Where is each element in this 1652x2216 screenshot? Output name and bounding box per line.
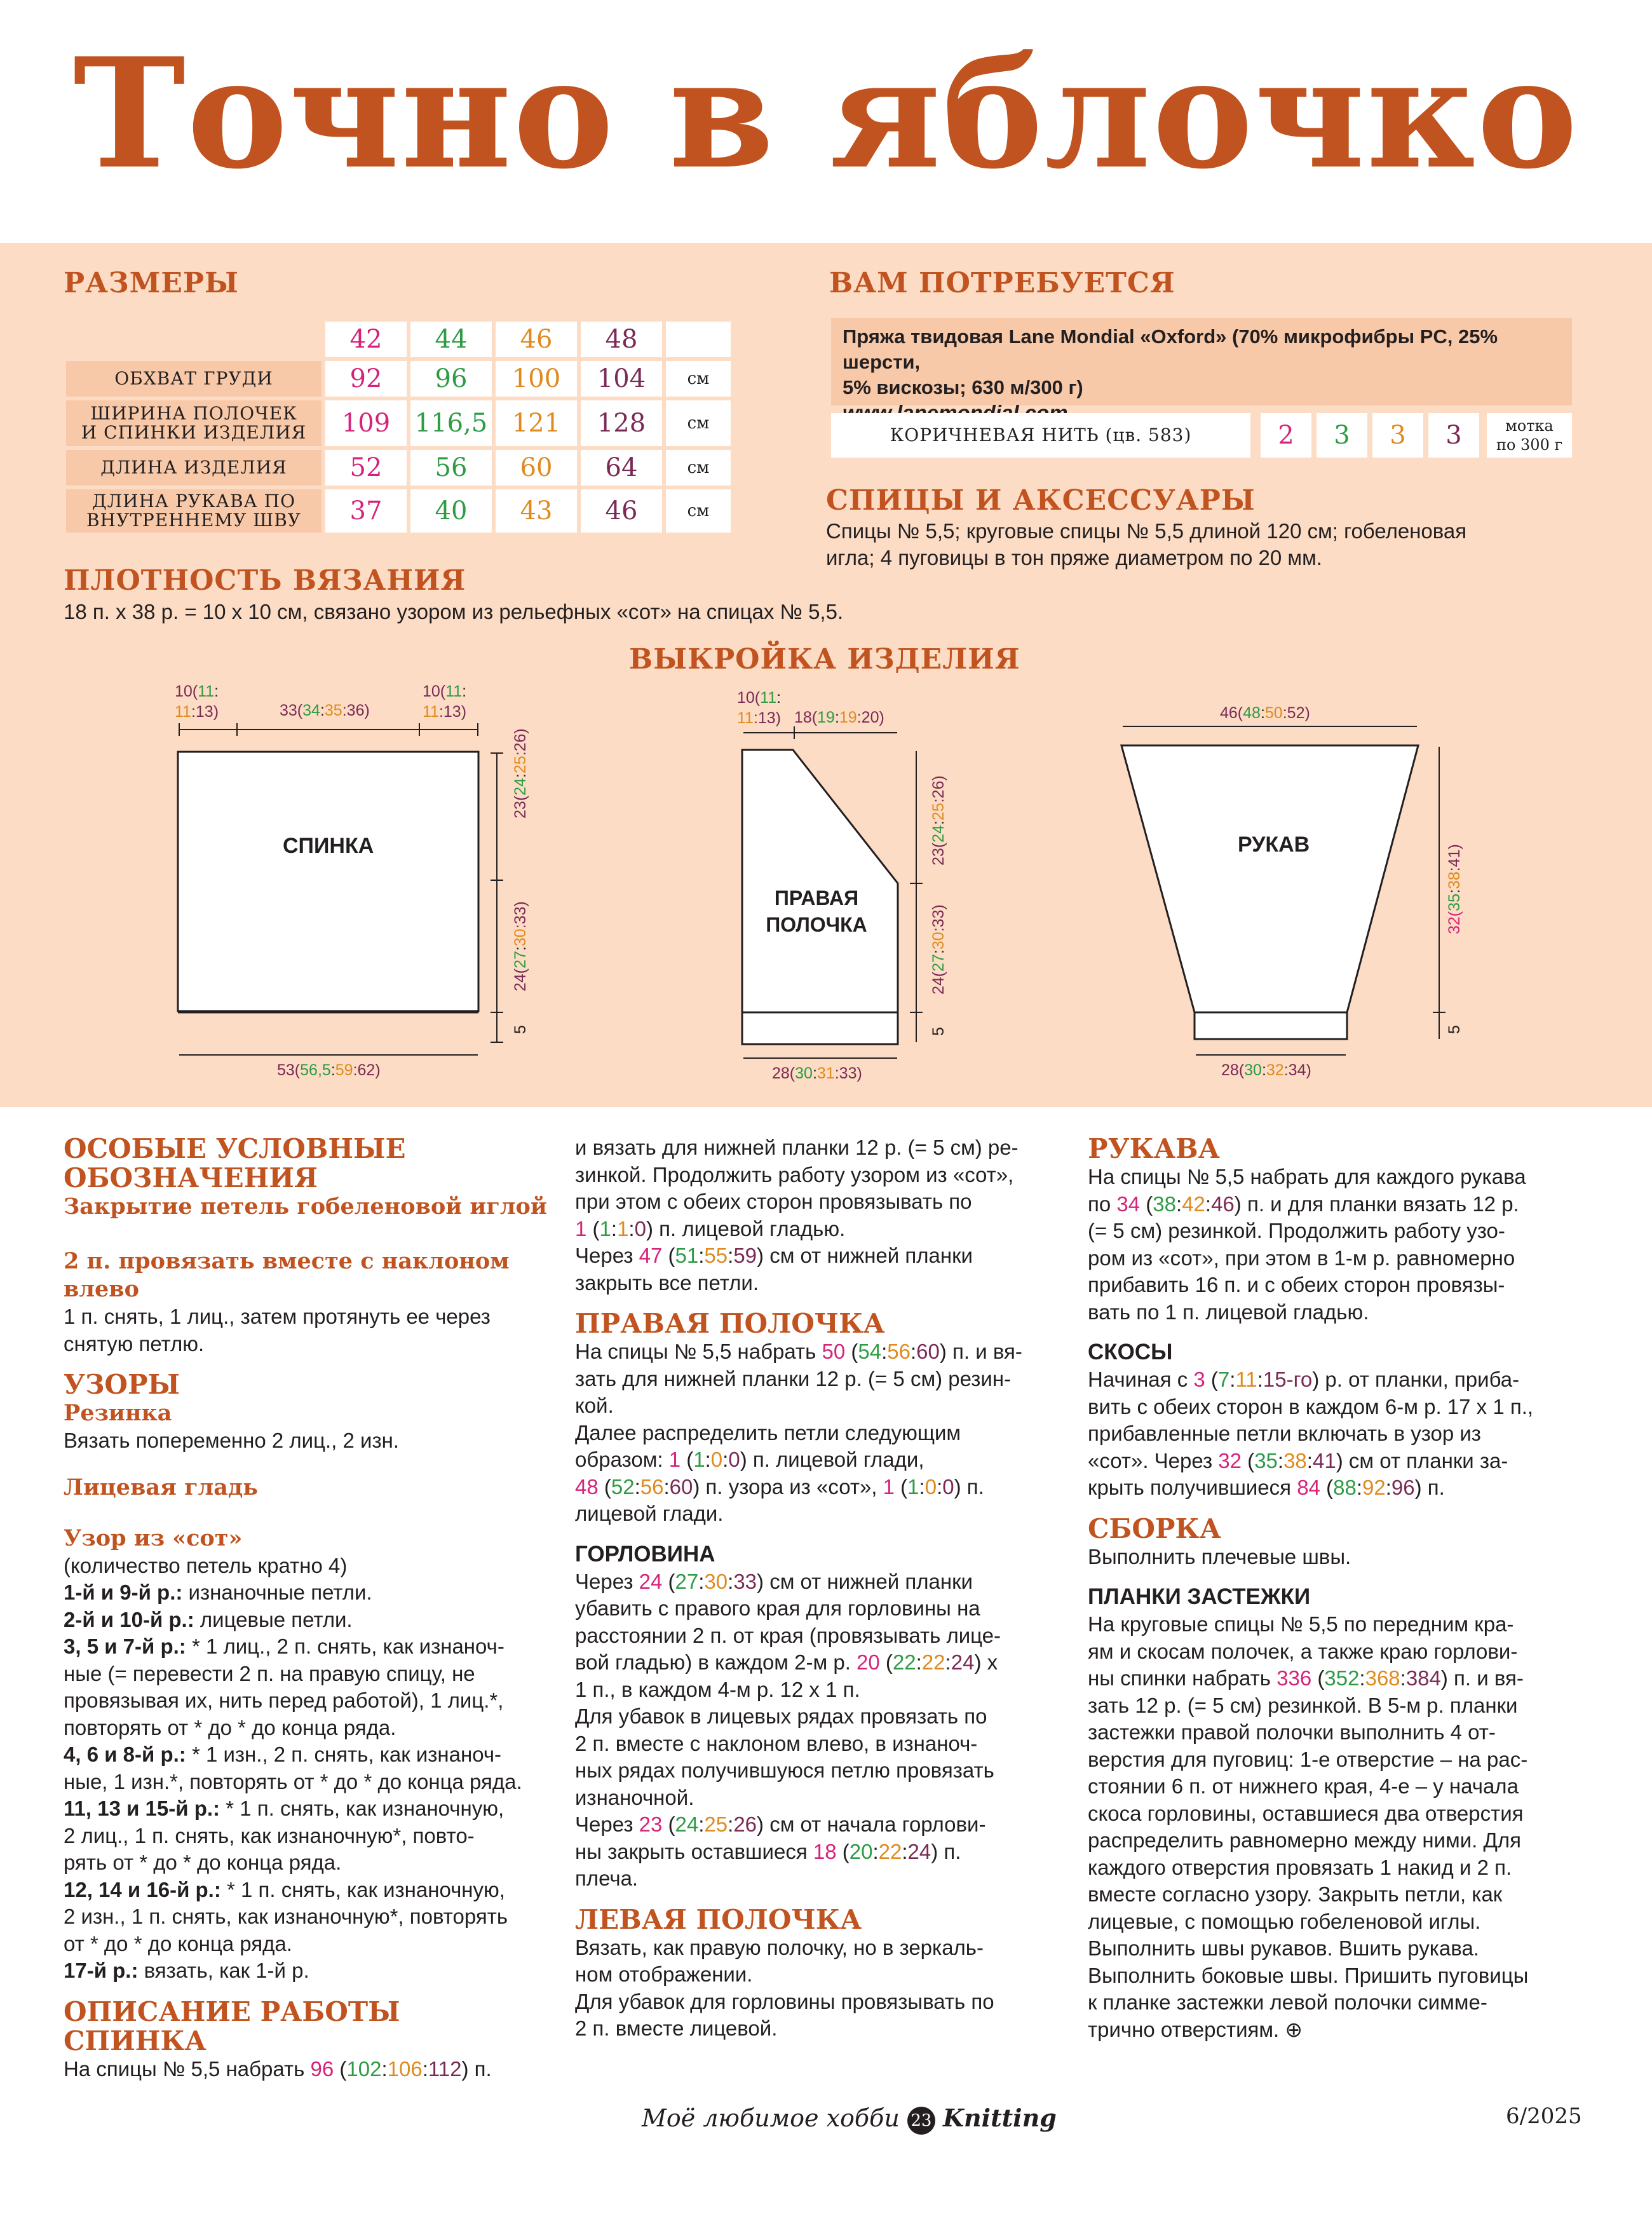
column-2: и вязать для нижней планки 12 р. (= 5 см) ре- зинкой. Продолжить работу узором из «сот», при этом с обеих сторон провязывать по 1 (1:1:0) п. лицевой гладью. Через 47 (51:55:59) см от нижней планки закрыть все петли. ПРАВАЯ ПОЛОЧКА На спицы № 5,5 набрать 50 (54:56:60) п. и вя- зать для нижней планки 12 р. (= 5 см) резин- кой. Далее распределить петли следующим образом: 1 (1:0:0) п. лицевой глади, 48 (52:56:60) п. узора из «сот», 1 (1:0:0) п. лицевой глади. ГОРЛОВИНА Через 24 (27:30:33) см от нижней планки убавить с правого края для горловины на расстоянии 2 п. от края (провязывать лице- вой гладью) в каждом 2-м р. 20 (22:22:24) х 1 п., в каждом 4-м р. 12 х 1 п. Для убавок в лицевых рядах провязать по 2 п. вместе с наклоном влево, в изнаноч- ных рядах получившуюся петлю провязать изнаночной. Через 23 (24:25:26) см от начала горлови- ны закрыть оставшиеся 18 (20:22:24) п. плеча. ЛЕВАЯ ПОЛОЧКА Вязать, как правую полочку, но в зеркаль- ном отображении. Для убавок для горловины провязывать по 2 п. вместе лицевой. <box>575 1136 1022 2040</box>
yarn-color-label: КОРИЧНЕВАЯ НИТЬ (цв. 583) <box>831 413 1250 458</box>
footer-magazine: Моё любимое хобби 23 Knitting <box>642 2104 1057 2135</box>
issue-number: 6/2025 <box>1506 2104 1582 2129</box>
table-row: ОБХВАТ ГРУДИ 92 96 100 104 см <box>66 361 731 397</box>
dim-front-band: 5 <box>930 1027 947 1036</box>
dim-back-shoulder-right: 10(11: 11:13) <box>423 683 467 721</box>
sleeve-label: РУКАВ <box>1238 833 1310 857</box>
dim-sleeve-top: 46(48:50:52) <box>1220 704 1310 722</box>
row-label: ДЛИНА РУКАВА ПО ВНУТРЕННЕМУ ШВУ <box>66 489 322 533</box>
dim-front-armhole: 23(24:25:26) <box>930 775 947 866</box>
row-label: ШИРИНА ПОЛОЧЕК И СПИНКИ ИЗДЕЛИЯ <box>66 400 322 446</box>
dim-back-shoulder: 10(11: 11:13) <box>175 683 219 721</box>
size-header: 42 <box>325 322 407 357</box>
sleeve-cuff <box>1195 1012 1347 1039</box>
row-label: ДЛИНА ИЗДЕЛИЯ <box>66 450 322 486</box>
size-header: 44 <box>410 322 492 357</box>
front-label: ПРАВАЯ ПОЛОЧКА <box>766 887 867 936</box>
gauge-heading: ПЛОТНОСТЬ ВЯЗАНИЯ <box>64 564 466 597</box>
table-row: ДЛИНА РУКАВА ПО ВНУТРЕННЕМУ ШВУ 37 40 43 46 см <box>66 489 731 533</box>
skein-unit: мотка по 300 г <box>1487 413 1572 458</box>
dim-back-band: 5 <box>511 1025 529 1034</box>
skein-count: 3 <box>1372 413 1423 458</box>
dim-sleeve-bottom: 28(30:32:34) <box>1221 1061 1311 1079</box>
back-label: СПИНКА <box>283 834 374 858</box>
column-1: ОСОБЫЕ УСЛОВНЫЕ ОБОЗНАЧЕНИЯ Закрытие петель гобеленовой иглой 2 п. провязать вместе с наклоном влево 1 п. снять, 1 лиц., затем протянуть ее через снятую петлю. УЗОРЫ Резинка Вязать попеременно 2 лиц., 2 изн. Лицевая гладь Узор из «сот» (количество петель кратно 4) 1-й и 9-й р.: изнаночные петли. 2-й и 10-й р.: лицевые петли. 3, 5 и 7-й р.: * 1 лиц., 2 п. снять, как изнаноч- ные (= перевести 2 п. на правую спицу, не провязывая их, нить перед работой), 1 лиц.*, повторять от * до * до конца ряда. 4, 6 и 8-й р.: * 1 изн., 2 п. снять, как изнаноч- ные, 1 изн.*, повторять от * до * до конца ряда. 11, 13 и 15-й р.: * 1 п. снять, как изнаночную, 2 лиц., 1 п. снять, как изнаночную*, повто- рять от * до * до конца ряда. 12, 14 и 16-й р.: * 1 п. снять, как изнаночную, 2 изн., 1 п. снять, как изнаночную*, повторять от * до * до конца ряда. 17-й р.: вязать, как 1-й р. ОПИСАНИЕ РАБОТЫ СПИНКА На спицы № 5,5 набрать 96 (102:106:112) п. <box>64 1133 547 2081</box>
skein-count: 3 <box>1428 413 1479 458</box>
needles-text: Спицы № 5,5; круговые спицы № 5,5 длиной 120 см; гобеленовая игла; 4 пуговицы в тон пряже диаметром по 20 мм. <box>826 519 1467 569</box>
table-row: ШИРИНА ПОЛОЧЕК И СПИНКИ ИЗДЕЛИЯ 109 116,5 121 128 см <box>66 400 731 446</box>
dim-sleeve-length: 32(35:38:41) <box>1446 844 1463 934</box>
table-row: ДЛИНА ИЗДЕЛИЯ 52 56 60 64 см <box>66 450 731 486</box>
yarn-composition: 5% вискозы; 630 м/300 г) <box>843 376 1083 398</box>
dim-front-shoulder: 10(11: 11:13) <box>737 689 782 727</box>
skein-count: 2 <box>1261 413 1311 458</box>
dim-back-width: 53(56,5:59:62) <box>277 1061 381 1079</box>
gauge-text: 18 п. х 38 р. = 10 х 10 см, связано узором из рельефных «сот» на спицах № 5,5. <box>64 600 844 623</box>
column-3: РУКАВА На спицы № 5,5 набрать для каждого рукава по 34 (38:42:46) п. и для планки вязать 12 р. (= 5 см) резинкой. Продолжить работу узо- ром из «сот», при этом в 1-м р. равномерно прибавить 16 п. и с обеих сторон провязы- вать по 1 п. лицевой гладью. СКОСЫ Начиная с 3 (7:11:15-го) р. от планки, приба- вить с обеих сторон в каждом 6-м р. 17 х 1 п., прибавленные петли включать в узор из «сот». Через 32 (35:38:41) см от планки за- крыть получившиеся 84 (88:92:96) п. СБОРКА Выполнить плечевые швы. ПЛАНКИ ЗАСТЕЖКИ На круговые спицы № 5,5 по передним кра- ям и скосам полочек, а также краю горлови- ны спинки набрать 336 (352:368:384) п. и вя- зать 12 р. (= 5 см) резинкой. В 5-м р. планки застежки правой полочки выполнить 4 от- верстия для пуговиц: 1-е отверстие – на рас- стоянии 6 п. от нижнего края, 4-е – у начала скоса горловины, оставшиеся два отверстия распределить равномерно между ними. Для каждого отверстия провязать 1 накид и 2 п. вместе согласно узору. Закрыть петли, как лицевые, с помощью гобеленовой иглы. Выполнить швы рукавов. Вшить рукава. Выполнить боковые швы. Пришить пуговицы к планке застежки левой полочки симме- трично отверстиям. ⊕ <box>1088 1133 1534 2041</box>
materials-heading: ВАМ ПОТРЕБУЕТСЯ <box>829 267 1175 299</box>
end-mark-icon: ⊕ <box>1285 2017 1303 2041</box>
dim-sleeve-cuff: 5 <box>1446 1025 1463 1034</box>
row-label: ОБХВАТ ГРУДИ <box>66 361 322 397</box>
dim-back-body: 24(27:30:33) <box>511 901 529 991</box>
page-title: Точно в яблочко <box>72 25 1580 203</box>
dim-back-armhole: 23(24:25:26) <box>511 728 529 819</box>
dim-front-width: 28(30:31:33) <box>772 1064 862 1082</box>
sleeve-piece <box>1121 745 1418 1012</box>
dim-front-neck: 18(19:19:20) <box>794 709 884 726</box>
dim-back-neck: 33(34:35:36) <box>280 702 370 719</box>
skein-count: 3 <box>1317 413 1367 458</box>
pattern-heading: ВЫКРОЙКА ИЗДЕЛИЯ <box>629 643 1020 676</box>
size-header: 48 <box>581 322 662 357</box>
sizes-heading: РАЗМЕРЫ <box>64 267 239 299</box>
back-piece <box>178 752 478 1011</box>
size-header: 46 <box>496 322 577 357</box>
page-number: 23 <box>907 2107 935 2135</box>
needles-heading: СПИЦЫ И АКСЕССУАРЫ <box>826 484 1256 517</box>
yarn-description: Пряжа твидовая Lane Mondial «Oxford» (70% микрофибры PC, 25% шерсти, <box>843 325 1498 373</box>
dim-front-body: 24(27:30:33) <box>930 904 947 995</box>
